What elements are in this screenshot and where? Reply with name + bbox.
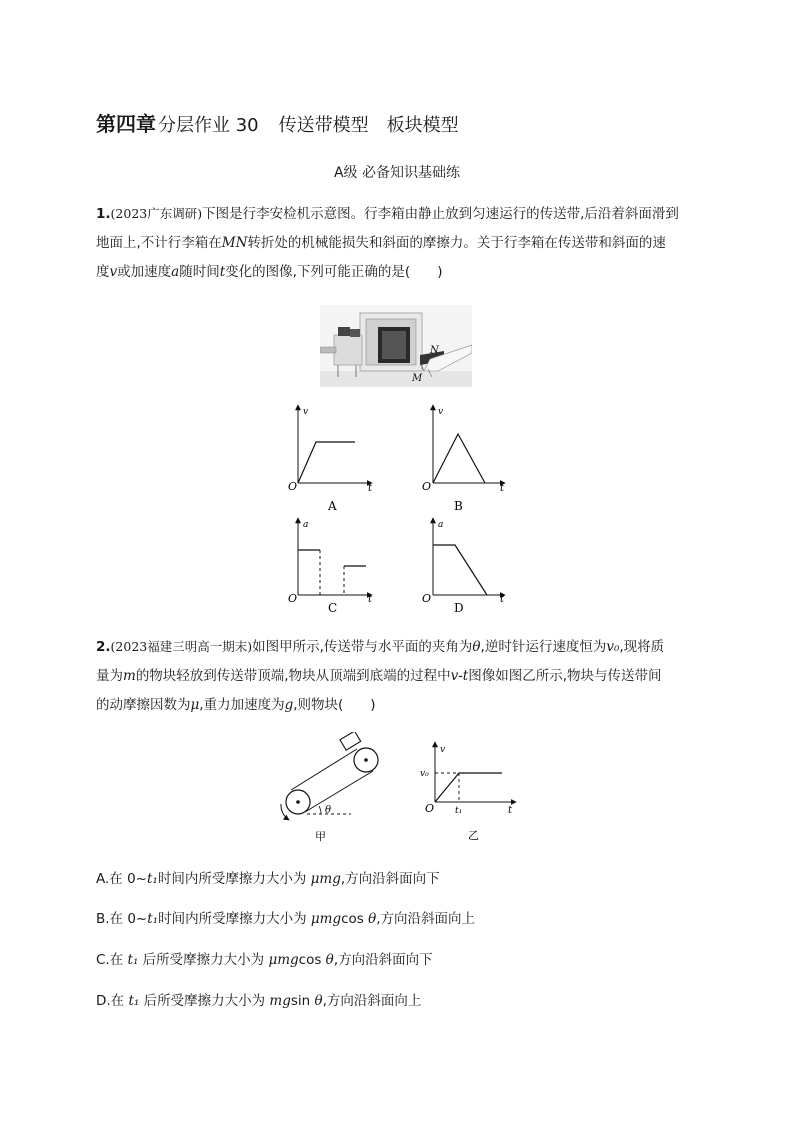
graph-d-label: D bbox=[454, 601, 464, 615]
option-a-expr: μmg bbox=[310, 871, 341, 887]
q2-line3c: ,则物块( ) bbox=[293, 697, 376, 713]
option-b-t: t₁ bbox=[147, 911, 159, 927]
option-d-pre: D.在 bbox=[96, 993, 129, 1009]
option-c-t: t₁ bbox=[127, 952, 139, 968]
q1-line2a: 地面上,不计行李箱在 bbox=[96, 235, 222, 251]
graph-c-origin: O bbox=[288, 592, 298, 605]
q2-line2b: 的物块轻放到传送带顶端,物块从顶端到底端的过程中 bbox=[135, 668, 451, 684]
graph-a-label: A bbox=[328, 499, 337, 513]
graph-a-curve bbox=[298, 442, 355, 483]
q2-line3a: 的动摩擦因数为 bbox=[96, 697, 191, 713]
option-b[interactable] bbox=[96, 907, 475, 927]
graph-d-origin: O bbox=[422, 592, 432, 605]
graph-b bbox=[422, 405, 505, 513]
option-b-mid: 时间内所受摩擦力大小为 bbox=[158, 911, 311, 927]
graph-c bbox=[288, 518, 373, 615]
option-d-post: ,方向沿斜面向上 bbox=[322, 993, 422, 1009]
option-b-post: ,方向沿斜面向上 bbox=[376, 911, 476, 927]
option-d[interactable] bbox=[96, 989, 421, 1009]
q2-figure-yi bbox=[418, 738, 528, 844]
q2-line1b: ,逆时针运行速度恒为 bbox=[480, 639, 607, 655]
question-1-text bbox=[96, 199, 696, 287]
q1-number: 1. bbox=[96, 206, 111, 222]
option-b-pre: B.在 0~ bbox=[96, 911, 148, 927]
section-label: 分层作业 30 bbox=[158, 115, 259, 136]
q1-a: a bbox=[171, 264, 180, 280]
option-c-expr3: θ bbox=[321, 952, 334, 968]
q2-line1a: 如图甲所示,传送带与水平面的夹角为 bbox=[252, 639, 473, 655]
q1-v: v bbox=[109, 264, 118, 280]
option-c-post: ,方向沿斜面向下 bbox=[333, 952, 433, 968]
q1-t: t bbox=[219, 264, 226, 280]
option-a-pre: A.在 0~ bbox=[96, 871, 147, 887]
yi-xaxis: t bbox=[508, 805, 513, 816]
topic-label: 传送带模型 板块模型 bbox=[278, 115, 459, 136]
label-m: M bbox=[412, 373, 423, 384]
option-a-t: t₁ bbox=[146, 871, 158, 887]
option-c[interactable] bbox=[96, 948, 433, 968]
q1-line3a: 度 bbox=[96, 264, 110, 280]
yi-t1: t₁ bbox=[455, 806, 463, 816]
page-title bbox=[96, 108, 459, 137]
q2-theta: θ bbox=[472, 639, 481, 655]
q1-line2b: 转折处的机械能损失和斜面的摩擦力。关于行李箱在传送带和斜面的速 bbox=[247, 235, 666, 251]
option-b-expr2: cos bbox=[341, 911, 364, 927]
graph-c-yaxis: a bbox=[303, 520, 309, 530]
graph-b-origin: O bbox=[422, 480, 432, 493]
q2-line2c: 图像如图乙所示,物块与传送带间 bbox=[468, 668, 662, 684]
option-d-expr2: sin bbox=[290, 993, 311, 1009]
option-a-mid: 时间内所受摩擦力大小为 bbox=[157, 871, 311, 887]
yi-v0: v₀ bbox=[420, 769, 429, 779]
q2-figure-jia bbox=[265, 732, 395, 844]
caption-yi: 乙 bbox=[468, 829, 479, 842]
security-scanner-illustration bbox=[320, 305, 472, 387]
graph-a-xaxis: t bbox=[368, 483, 373, 494]
vt-curve bbox=[435, 773, 502, 802]
graph-a bbox=[288, 405, 373, 513]
q1-line3c: 随时间 bbox=[179, 264, 220, 280]
yi-origin: O bbox=[425, 802, 435, 815]
option-a[interactable] bbox=[96, 867, 440, 887]
option-b-expr3: θ bbox=[363, 911, 377, 927]
option-d-t: t₁ bbox=[128, 993, 140, 1009]
q2-line2a: 量为 bbox=[96, 668, 123, 684]
q1-mn: MN bbox=[221, 235, 248, 251]
graph-b-curve bbox=[433, 434, 485, 483]
caption-jia: 甲 bbox=[315, 830, 326, 843]
q2-line3b: ,重力加速度为 bbox=[199, 697, 285, 713]
q2-mu: μ bbox=[190, 697, 200, 713]
block bbox=[340, 732, 361, 750]
graph-c-xaxis: t bbox=[368, 594, 373, 605]
graph-a-yaxis: v bbox=[303, 407, 309, 417]
graph-d-yaxis: a bbox=[438, 520, 444, 530]
q2-g: g bbox=[284, 697, 294, 713]
option-a-post: ,方向沿斜面向下 bbox=[340, 871, 440, 887]
q2-v0: v₀ bbox=[606, 639, 620, 655]
option-d-expr3: θ bbox=[310, 993, 323, 1009]
q2-line1c: ,现将质 bbox=[619, 639, 665, 655]
option-c-expr2: cos bbox=[298, 952, 322, 968]
graph-b-xaxis: t bbox=[500, 483, 505, 494]
option-c-mid: 后所受摩擦力大小为 bbox=[138, 952, 269, 968]
graph-b-label: B bbox=[454, 499, 463, 513]
option-c-pre: C.在 bbox=[96, 952, 128, 968]
angle-theta: θ bbox=[325, 805, 332, 816]
option-c-expr: μmg bbox=[268, 952, 299, 968]
option-d-expr: mg bbox=[269, 993, 291, 1009]
q2-number: 2. bbox=[96, 639, 111, 655]
q1-source: (2023广东调研) bbox=[110, 206, 203, 221]
level-heading: A级 必备知识基础练 bbox=[333, 165, 461, 181]
graph-d-curve bbox=[433, 545, 487, 595]
graph-d-xaxis: t bbox=[500, 594, 505, 605]
q2-m: m bbox=[123, 668, 136, 684]
q2-source: (2023福建三明高一期末) bbox=[110, 639, 253, 654]
q1-line1: 下图是行李安检机示意图。行李箱由静止放到匀速运行的传送带,后沿着斜面滑到 bbox=[202, 206, 679, 222]
rotation-arrow-icon bbox=[281, 804, 289, 820]
q1-line3b: 或加速度 bbox=[117, 264, 172, 280]
q1-graphs bbox=[280, 400, 520, 625]
graph-a-origin: O bbox=[288, 480, 298, 493]
graph-c-label: C bbox=[328, 601, 338, 615]
graph-b-yaxis: v bbox=[438, 407, 444, 417]
option-d-mid: 后所受摩擦力大小为 bbox=[139, 993, 270, 1009]
question-2-text bbox=[96, 632, 696, 720]
graph-d bbox=[422, 518, 505, 615]
label-n: N bbox=[430, 345, 439, 356]
yi-yaxis: v bbox=[440, 745, 446, 755]
q2-vt: v-t bbox=[450, 668, 469, 684]
option-b-expr: μmg bbox=[310, 911, 342, 927]
chapter-label: 第四章 bbox=[96, 112, 156, 136]
q1-line3d: 变化的图像,下列可能正确的是( ) bbox=[225, 264, 443, 280]
